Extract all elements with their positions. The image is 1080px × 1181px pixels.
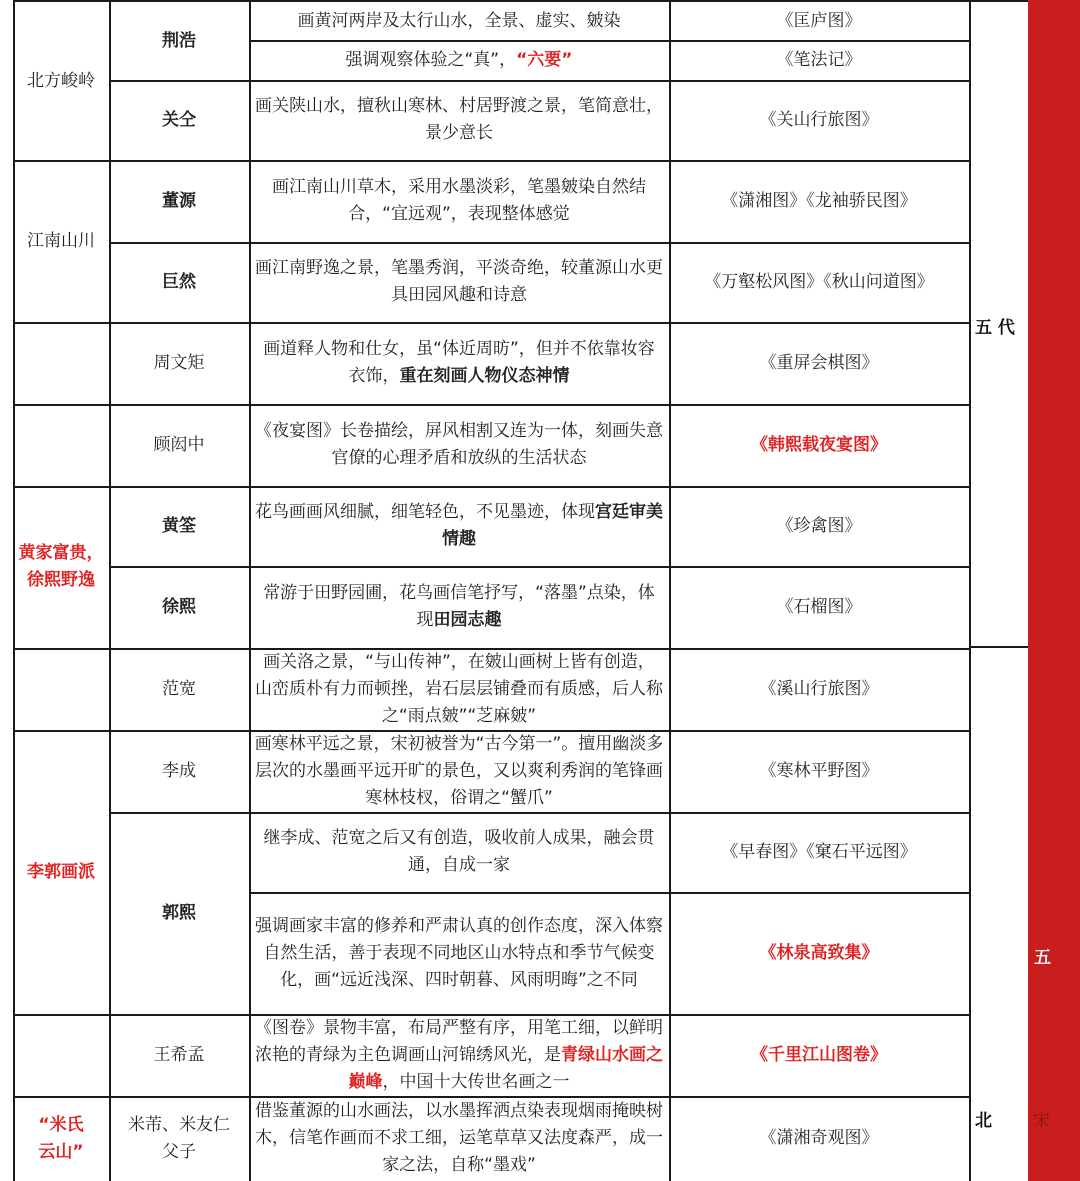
era-label-wu-bar: 五	[1034, 948, 1051, 968]
school-cell	[13, 1096, 111, 1181]
desc-text	[346, 47, 573, 74]
painter-name: 关仝	[162, 109, 196, 130]
desc-text	[255, 580, 663, 634]
works-title: 《珍禽图》	[776, 515, 862, 536]
desc-cell	[249, 404, 671, 488]
era-label-bei: 北	[975, 1111, 992, 1131]
school-label: 李郭画派	[27, 861, 95, 882]
desc-text: 画寒林平远之景，宋初被誉为“古今第一”。擅用幽淡多层次的水墨画平远开旷的景色，又以爽利秀润的笔锋画寒林枝杈，俗谓之“蟹爪”	[254, 733, 664, 808]
works-cell	[669, 730, 971, 814]
painter-name: 周文矩	[153, 352, 205, 373]
school-label: 黄家富贵，徐熙野逸	[18, 543, 104, 590]
desc-text	[255, 336, 663, 390]
works-cell	[669, 486, 971, 568]
desc-text: 画关洛之景，“与山传神”，在皴山画树上皆有创造，山峦质朴有力而顿挫，岩石层层铺叠而有质感，后人称之“雨点皴”“芝麻皴”	[255, 651, 663, 726]
works-cell	[669, 648, 971, 732]
works-title: 《寒林平野图》	[759, 760, 879, 781]
painter-name: 郭熙	[162, 902, 196, 923]
works-cell	[669, 160, 971, 244]
works-title: 《潇湘奇观图》	[759, 1128, 879, 1148]
desc-cell	[249, 242, 671, 324]
painter-name: 顾闳中	[153, 434, 205, 455]
painter-cell	[109, 242, 251, 324]
desc-cell	[249, 1014, 671, 1098]
works-cell	[669, 40, 971, 82]
works-cell	[669, 404, 971, 488]
painter-name: 徐熙	[162, 596, 196, 617]
works-title: 《关山行旅图》	[759, 109, 879, 130]
desc-text: 画关陕山水，擅秋山寒林、村居野渡之景，笔简意壮，景少意长	[255, 96, 663, 143]
works-title: 《林泉高致集》	[759, 942, 879, 963]
works-title: 《笔法记》	[776, 49, 862, 70]
desc-text: 画江南山川草木，采用水墨淡彩，笔墨皴染自然结合，“宜远观”，表现整体感觉	[272, 177, 646, 224]
painter-cell	[109, 404, 251, 488]
school-label: 江南山川	[27, 230, 95, 251]
painter-cell	[109, 648, 251, 732]
works-cell	[669, 242, 971, 324]
desc-cell	[249, 812, 671, 894]
desc-text	[253, 1015, 665, 1096]
painter-name: 荆浩	[162, 30, 196, 51]
painter-name: 李成	[162, 760, 196, 781]
desc-highlight: 青绿山水画之巅峰	[348, 1044, 663, 1092]
desc-cell	[249, 160, 671, 244]
painter-name: 范宽	[162, 678, 196, 699]
desc-cell	[249, 730, 671, 814]
era-label-song: 宋	[1033, 1111, 1050, 1131]
desc-text: 继李成、范宽之后又有创造，吸收前人成果，融会贯通，自成一家	[263, 828, 655, 875]
desc-cell	[249, 486, 671, 568]
works-title: 《千里江山图卷》	[751, 1044, 887, 1065]
works-title: 《万壑松风图》《秋山问道图》	[704, 271, 934, 292]
desc-cell	[249, 1096, 671, 1181]
painter-cell	[109, 322, 251, 406]
works-title: 《早春图》《窠石平远图》	[721, 841, 917, 862]
desc-cell	[249, 40, 671, 82]
painter-name: 黄筌	[162, 515, 196, 536]
painter-cell	[109, 730, 251, 814]
desc-text: 《夜宴图》长卷描绘，屏风相割又连为一体，刻画失意官僚的心理矛盾和放纵的生活状态	[255, 421, 663, 468]
desc-cell	[249, 80, 671, 162]
desc-text: 借鉴董源的山水画法，以水墨挥洒点染表现烟雨掩映树木，信笔作画而不求工细，运笔草草又法度森严，成一家之法，自称“墨戏”	[255, 1101, 663, 1175]
desc-part: 花鸟画画风细腻，细笔轻色，不见墨迹，体现	[255, 502, 595, 522]
school-cell	[13, 322, 111, 406]
desc-highlight: 宫廷审美情趣	[442, 502, 663, 549]
school-label: 北方峻岭	[27, 70, 95, 91]
works-title: 《匡庐图》	[776, 10, 862, 31]
desc-part: ，中国十大传世名画之一	[382, 1071, 570, 1092]
painter-cell	[109, 80, 251, 162]
school-cell	[13, 730, 111, 1016]
school-cell	[13, 648, 111, 732]
painter-cell	[109, 486, 251, 568]
desc-text: 强调画家丰富的修养和严肃认真的创作态度，深入体察自然生活，善于表现不同地区山水特点和季节气候变化，画“远近浅深、四时朝暮、风雨明晦”之不同	[255, 915, 663, 990]
painter-cell	[109, 1096, 251, 1181]
desc-highlight: 重在刻画人物仪态神情	[399, 366, 570, 386]
school-cell	[13, 0, 111, 162]
desc-cell	[249, 0, 671, 42]
works-title: 《重屏会棋图》	[759, 352, 879, 373]
painter-cell	[109, 0, 251, 82]
works-title: 《石榴图》	[776, 596, 862, 617]
painter-cell	[109, 160, 251, 244]
desc-text: 画黄河两岸及太行山水，全景、虚实、皴染	[297, 10, 621, 31]
works-cell	[669, 892, 971, 1016]
works-cell	[669, 322, 971, 406]
painter-cell	[109, 1014, 251, 1098]
painter-name: 董源	[162, 190, 196, 211]
works-cell	[669, 566, 971, 650]
school-cell	[13, 1014, 111, 1098]
works-title: 《韩熙载夜宴图》	[751, 434, 887, 455]
desc-text	[255, 499, 663, 553]
desc-part: 强调观察体验之“真”，	[345, 49, 517, 70]
works-cell	[669, 812, 971, 894]
painter-cell	[109, 566, 251, 650]
works-cell	[669, 80, 971, 162]
desc-part: 常游于田野园圃，花鸟画信笔抒写，“落墨”点染，体现	[263, 583, 655, 630]
school-cell	[13, 486, 111, 650]
desc-cell	[249, 566, 671, 650]
desc-highlight: 田园志趣	[433, 610, 502, 630]
desc-cell	[249, 892, 671, 1016]
works-cell	[669, 1014, 971, 1098]
desc-text: 画江南野逸之景，笔墨秀润，平淡奇绝，较董源山水更具田园风趣和诗意	[255, 258, 663, 305]
school-label: “米氏云山”	[38, 1114, 84, 1162]
era-label-wudai: 五 代	[975, 318, 1015, 338]
painter-name: 米芾、米友仁父子	[128, 1114, 230, 1162]
works-title: 《溪山行旅图》	[759, 678, 879, 699]
painter-name: 王希孟	[153, 1044, 205, 1065]
works-cell	[669, 1096, 971, 1181]
dynasty-red-bar	[1028, 0, 1080, 1181]
desc-cell	[249, 648, 671, 732]
works-title: 《潇湘图》《龙袖骄民图》	[721, 190, 917, 211]
works-cell	[669, 0, 971, 42]
painter-name: 巨然	[162, 271, 196, 292]
desc-highlight: “六要”	[516, 49, 573, 70]
painter-cell	[109, 812, 251, 1016]
desc-part: 《图卷》景物丰富，布局严整有序，用笔工细，以鲜明浓艳的青绿为主色调画山河锦绣风光，是	[255, 1017, 663, 1065]
desc-cell	[249, 322, 671, 406]
desc-part: 画道释人物和仕女，虽“体近周昉”，但并不依靠妆容衣饰，	[263, 339, 655, 386]
school-cell	[13, 160, 111, 324]
school-cell	[13, 404, 111, 488]
